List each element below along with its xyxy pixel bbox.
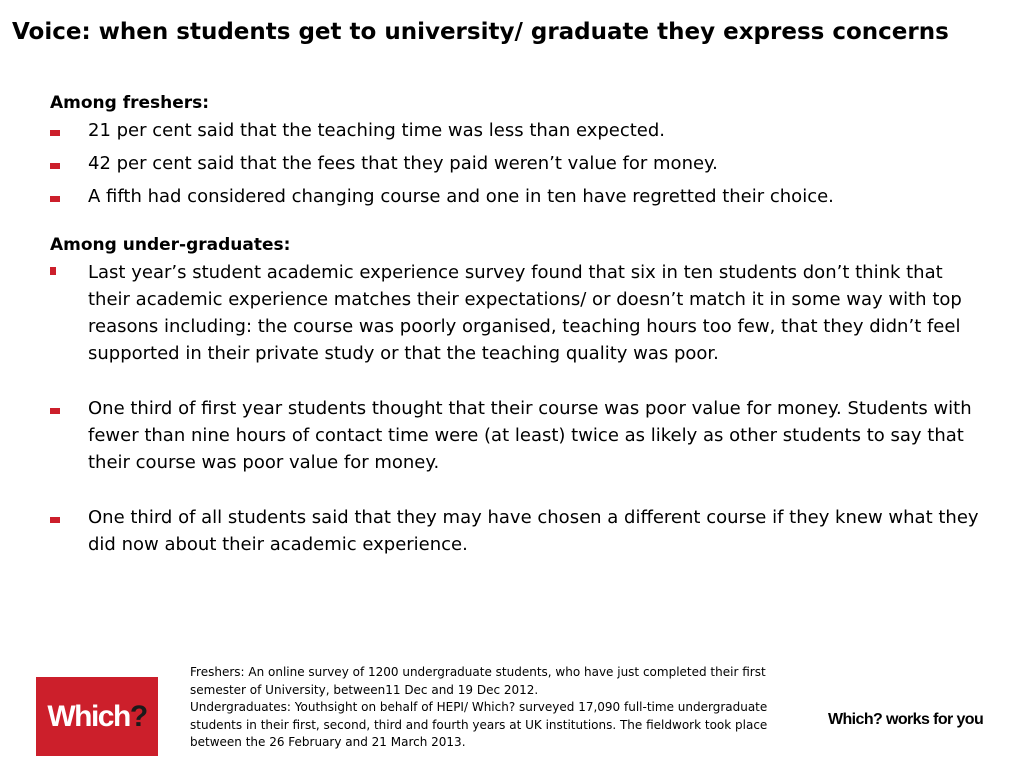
list-item-text: One third of all students said that they may have chosen a different course if they knew what they did now about their academic experience. [88,507,979,555]
undergraduates-list [50,259,985,558]
list-item [50,150,985,177]
slide-body [50,90,985,586]
list-item-text: Last year’s student academic experience survey found that six in ten students don’t think that their academic experience matches their expectations/ or doesn’t match it in some way with top reasons including: the course was poorly organised, teaching hours too few, that they didn’t feel supported in their private study or that the teaching quality was poor. [88,262,962,364]
source-footnote [190,664,820,752]
footnote-undergraduates: Undergraduates: Youthsight on behalf of HEPI/ Which? surveyed 17,090 full-time undergraduate students in their first, second, third and fourth years at UK institutions. The fieldwork took place between the 26 February and 21 March 2013. [190,700,768,749]
bullet-square-icon [50,408,60,414]
section-heading-freshers: Among freshers: [50,93,210,113]
bullet-square-icon [50,267,56,275]
list-item [50,117,985,144]
section-heading-undergraduates: Among under-graduates: [50,235,291,255]
logo-question-mark: ? [129,699,147,733]
bullet-square-icon [50,163,60,169]
bullet-square-icon [50,130,60,136]
list-item [50,183,985,210]
logo-text: Which [47,699,130,733]
list-item [50,395,985,476]
which-logo [36,677,158,756]
list-item [50,504,985,558]
list-item-text: One third of first year students thought that their course was poor value for money. Students with fewer than nine hours of contact time were (at least) twice as likely as other students to say that their course was poor value for money. [88,398,972,473]
list-item-text: 21 per cent said that the teaching time was less than expected. [88,120,666,141]
slide-title: Voice: when students get to university/ graduate they express concerns [12,19,949,45]
bullet-square-icon [50,517,60,523]
tagline: Which? works for you [828,711,984,728]
list-item-text: A fifth had considered changing course and one in ten have regretted their choice. [88,186,834,207]
footnote-freshers: Freshers: An online survey of 1200 undergraduate students, who have just completed their first semester of University, between11 Dec and 19 Dec 2012. [190,665,766,697]
list-item-text: 42 per cent said that the fees that they paid weren’t value for money. [88,153,718,174]
list-item [50,259,985,367]
bullet-square-icon [50,196,60,202]
freshers-list [50,117,985,210]
